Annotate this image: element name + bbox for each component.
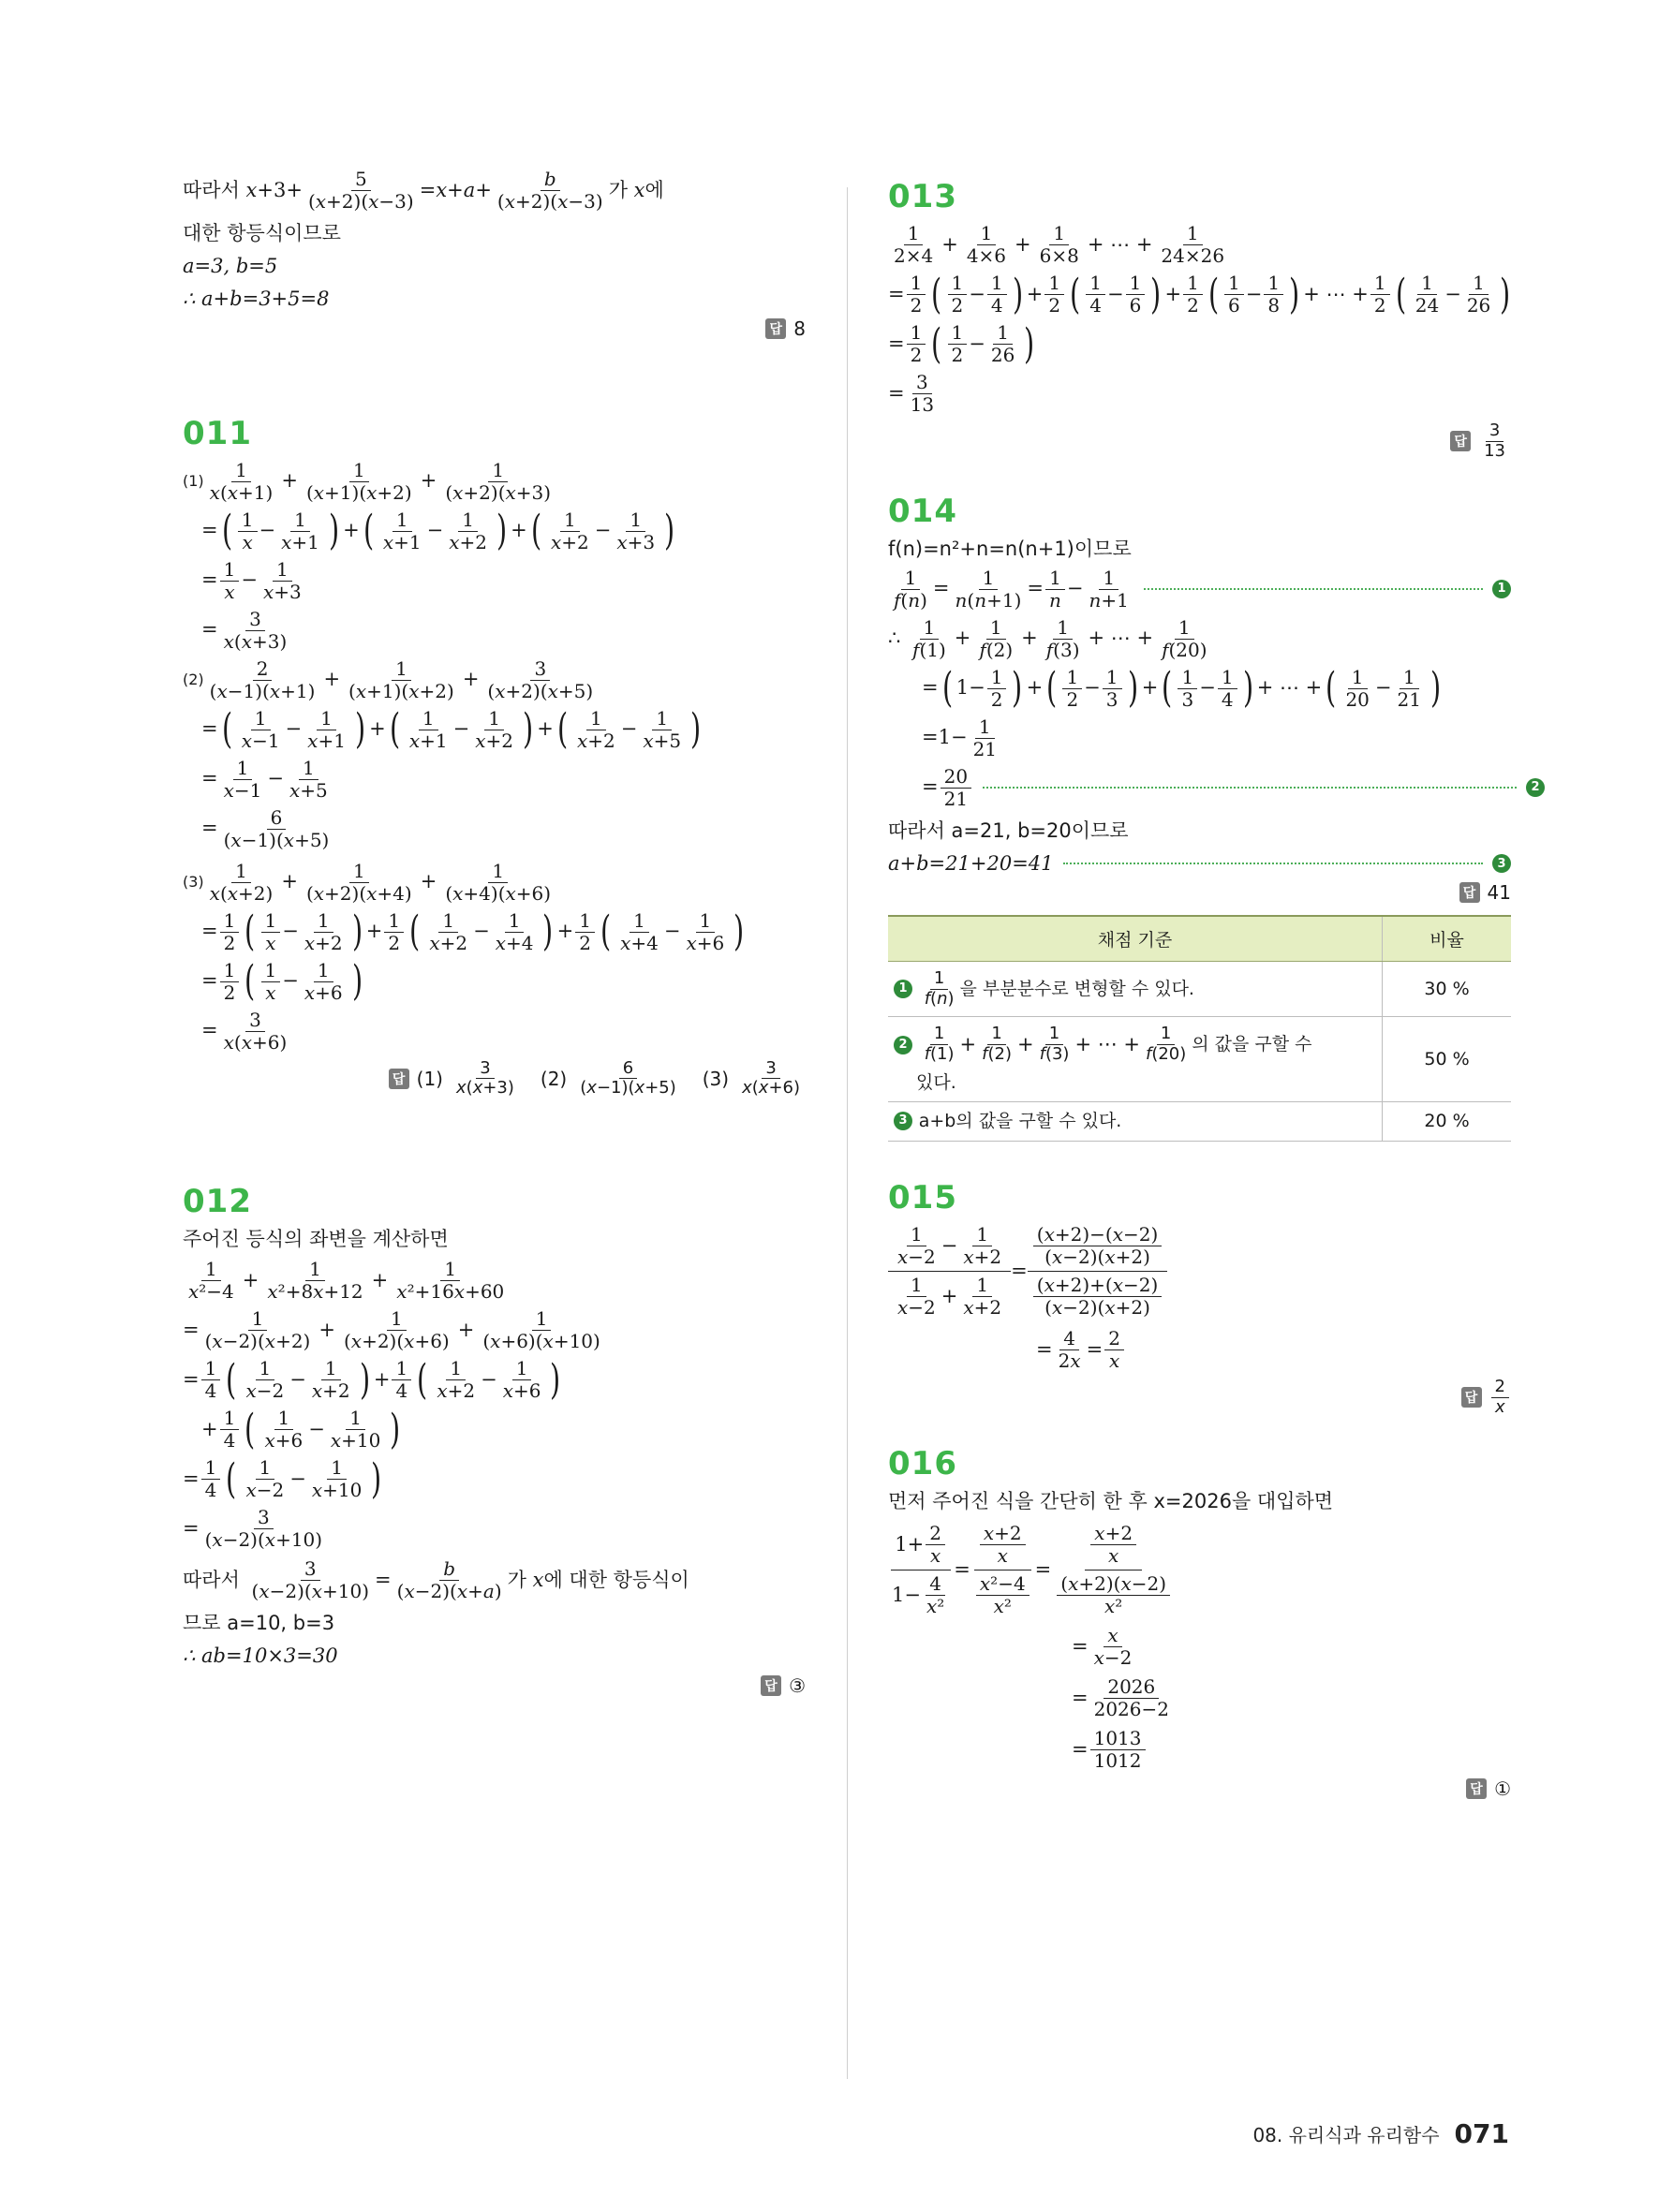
answer-icon: 답 [761,1675,781,1696]
step-mark-1: 1 [1492,580,1511,598]
answer-icon: 답 [1459,882,1480,903]
problem-number-015: 015 [888,1178,957,1217]
p013-line1: 1 2×4 + $\frac{1}{4\times 6}$ + $\frac{1}{6\times 8}$ + ⋯ + $\frac{1}{24\times 26}$ [894,222,1225,267]
column-divider [847,187,848,2079]
p011-2-line1: (2) 2 (x−1)(x+1) + $\frac{1}{(x+1)(x+2)}$ + $\frac{3}{(x+2)(x+5)}$ [183,656,594,702]
page-footer [1252,2118,1509,2149]
problem-number-012: 012 [183,1182,252,1220]
p014-line2: 1 f(n) = 1 n(n+1) = 1 n − 1 n+1 1 [888,568,1511,612]
p016-intro: 먼저 주어진 식을 간단히 한 후 x=2026을 대입하면 [888,1490,1334,1513]
p012-result: ∴ ab=10×3=30 [183,1644,338,1668]
p012-line7: 따라서 3 (x−2)(x+10) = b (x−2)(x+a) 가 x 에 대한 항등식이 [183,1557,689,1603]
intro-sum: ∴ a+b=3+5=8 [183,288,330,311]
answer-013: 답 3 13 [888,421,1511,461]
p013-line4: = 3 13 [888,371,935,416]
p014-line6: = 20 21 2 [888,766,1545,810]
p016-line1: 1+ 2 x 1− 4 x² = x+2 x x²−4 x² = x+2 x (x+2)(x−2) x² [888,1523,1511,1617]
p011-1-line2: = ( 1 x − 1 x+1 ) + ( 1 x+1 − 1 x+2 ) + ( 1 x+2 − 1 x+3 ) [201,507,675,555]
p011-2-line2: = ( 1 x−1 − 1 x+1 ) + ( 1 x+1 − 1 x+2 ) + ( 1 x+2 − 1 x+5 ) [201,705,702,754]
p016-line4: = 1013 1012 [888,1728,1511,1772]
answer-011: 답 (1) 3 x(x+3) (2) 6 (x−1)(x+5) (3) 3 x(x+6) [183,1059,806,1099]
intro-line-1: 따라서 x +3+ 5 (x+2)(x−3) = x + a + b (x+2)(x−3) 가 x 에 [183,168,664,213]
problem-number-011: 011 [183,414,252,452]
p011-2-line4: = 6 (x−1)(x+5) [201,805,330,851]
problem-number-014: 014 [888,493,957,531]
p014-line1: f(n)=n²+n=n(n+1)이므로 [888,538,1132,561]
intro-ab: a=3, b=5 [183,255,278,278]
left-column [183,169,806,1697]
chapter-title: 08. 유리식과 유리함수 [1252,2124,1440,2146]
p011-1-line4: = 3 x(x+3) [201,607,288,653]
p011-3-line1: (3) 1 x(x+2) + $\frac{1}{(x+2)(x+4)}$ + $\frac{1}{(x+4)(x+6)}$ [183,859,552,905]
answer-016: 답 ① [888,1777,1511,1800]
p011-1-line1: (1) 1 x(x+1) + $\frac{1}{(x+1)(x+2)}$ + $\frac{1}{(x+2)(x+3)}$ [183,458,552,504]
p014-line4: = ( 1− 1 2 ) + ( 1 2 − 1 3 ) + ( 1 3 − 1 4 ) + ⋯ + ( 1 20 − 1 21 ) [922,664,1442,713]
answer-icon: 답 [1461,1387,1482,1408]
p014-line5: =1− 1 21 [922,715,998,760]
p012-line6: = 3 (x−2)(x+10) [183,1506,323,1552]
p011-3-line3: = 1 2 ( 1 x − 1 x+6 ) [201,957,363,1006]
step-mark-2: 2 [1526,778,1545,797]
answer-icon: 답 [1450,431,1471,451]
p013-line2: = 1 2 ( 1 2 − 1 4 ) + 1 2 ( 1 4 − 1 6 ) + 1 2 ( 1 6 − 1 8 ) + ⋯ + 1 2 ( 1 24 − 1 26 ) [888,270,1511,318]
p015-line1: 1 x−2 − 1 x+2 1 x−2 + 1 x+2 = (x+2)−(x−2) (x−2)(x+2) (x+2)+(x−2) (x−2)(x+2) [888,1224,1511,1319]
answer-012: 답 ③ [183,1674,806,1697]
page-number: 071 [1454,2118,1509,2149]
right-column [888,178,1540,1801]
p014-line8: a+b=21+20=41 3 [888,852,1511,876]
answer-014: 답 41 [888,881,1511,904]
p014-line3: ∴ 1 f(1) + $\frac{1}{f(2)}$ + $\frac{1}{f(3)}$ + ⋯ + $\frac{1}{f(20)}$ [888,615,1207,661]
p016-line2: = x x−2 [1072,1624,1133,1670]
answer-icon: 답 [765,318,786,339]
p012-line8: 므로 a=10, b=3 [183,1612,335,1635]
p012-line3: = 1 4 ( 1 x−2 − 1 x+2 ) + 1 4 ( 1 x+2 − 1 x+6 ) [183,1355,561,1404]
p011-3-line2: = 1 2 ( 1 x − 1 x+2 ) + 1 2 ( 1 x+2 − 1 x+4 ) + 1 2 ( 1 x+4 − 1 x+6 ) [201,907,745,956]
p016-line3: = 2026 2026−2 [1072,1675,1169,1721]
p011-1-line3: = 1 x − 1 x+3 [201,557,302,603]
answer-icon: 답 [1466,1778,1487,1799]
p012-line5: = 1 4 ( 1 x−2 − 1 x+10 ) [183,1454,382,1503]
p013-line3: = 1 2 ( 1 2 − 1 26 ) [888,319,1035,368]
p011-3-line4: = 3 x(x+6) [201,1008,288,1054]
grading-row-1: 1 1 f(n) 을 부분분수로 변형할 수 있다. 30 % [888,961,1511,1016]
grading-row-3: 3 a+b의 값을 구할 수 있다. 20 % [888,1101,1511,1141]
p012-intro: 주어진 등식의 좌변을 계산하면 [183,1227,449,1250]
p014-line7: 따라서 a=21, b=20이므로 [888,818,1129,842]
step-mark-3: 3 [1492,854,1511,873]
grading-row-2: 2 1 f(1) + 1 f(2) + 1 f(3) + ⋯ + 1 f(20) 의 값을 구할 수 있다. 50 % [888,1017,1511,1101]
p011-2-line3: = 1 x−1 − 1 x+5 [201,756,328,802]
answer-icon: 답 [389,1069,409,1089]
p012-line1: 1 x²−4 + $\frac{1}{\text{x²+8x+12}}$ + $\frac{1}{\text{x²+16x+60}}$ [188,1258,505,1304]
p012-line2: = 1 (x−2)(x+2) + $\frac{1}{(x+2)(x+6)}$ + $\frac{1}{(x+6)(x+10)}$ [183,1307,600,1353]
problem-number-013: 013 [888,178,957,215]
answer-015: 답 2 x [888,1378,1511,1417]
grading-header-criteria: 채점 기준 [888,916,1383,962]
grading-header-ratio: 비율 [1383,916,1512,962]
problem-number-016: 016 [888,1445,957,1483]
p012-line4: + 1 4 ( 1 x+6 − 1 x+10 ) [201,1405,401,1453]
intro-line-2: 대한 항등식이므로 [183,222,341,244]
p015-line2: = 4 2x = 2 x [888,1328,1511,1372]
answer-010: 답 8 [183,317,806,340]
grading-table [888,915,1511,1142]
